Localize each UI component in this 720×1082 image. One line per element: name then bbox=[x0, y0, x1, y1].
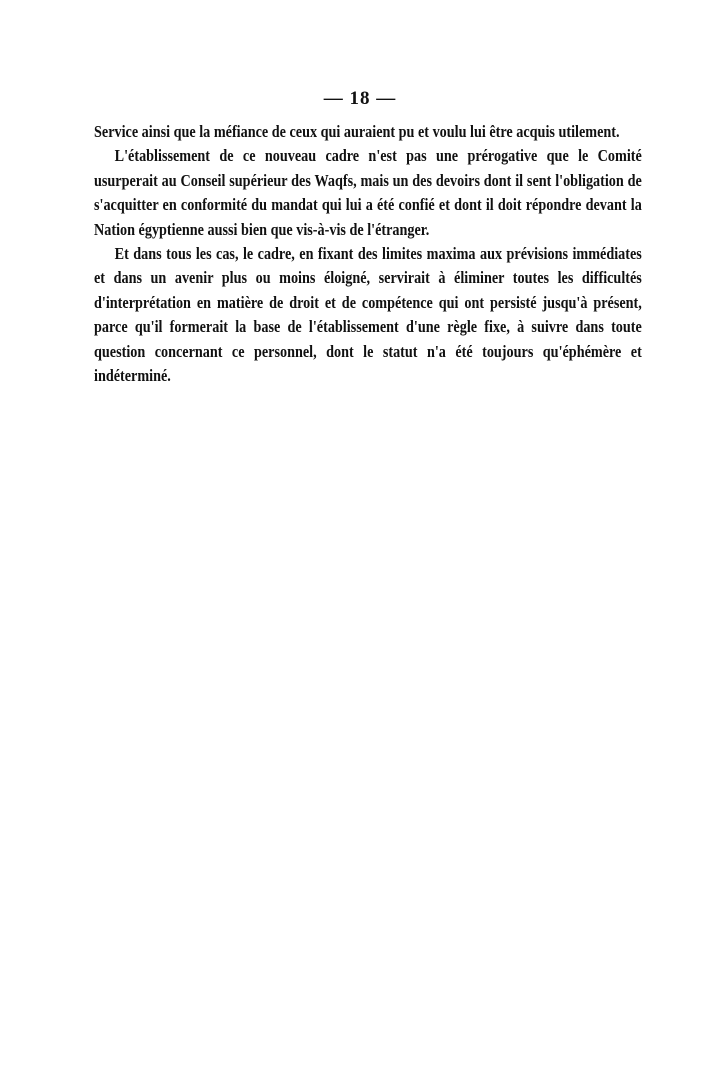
paragraph-cadre: Et dans tous les cas, le cadre, en fixant des limites maxima aux prévisions immédiates et dans un avenir plus ou moins éloigné, servirait à éliminer toutes les difficultés d'interprétation en matière de droit et de compétence qui ont persisté jusqu'à présent, parce qu'il formerait la base de l'établissement d'une règle fixe, à suivre dans toute question concernant ce personnel, dont le statut n'a été toujours qu'éphémère et indéterminé. bbox=[94, 244, 642, 386]
body-text bbox=[94, 120, 642, 388]
paragraph-etablissement: L'établissement de ce nouveau cadre n'est pas une prérogative que le Comité usurperait au Conseil supérieur des Waqfs, mais un des devoirs dont il sent l'obligation de s'acquitter en conformité du mandat qui lui a été confié et dont il doit répondre devant la Nation égyptienne aussi bien que vis-à-vis de l'étranger. bbox=[94, 146, 642, 239]
page-number: — 18 — bbox=[323, 88, 397, 109]
paragraph-continuation: Service ainsi que la méfiance de ceux qui auraient pu et voulu lui être acquis utilement. bbox=[94, 122, 620, 141]
